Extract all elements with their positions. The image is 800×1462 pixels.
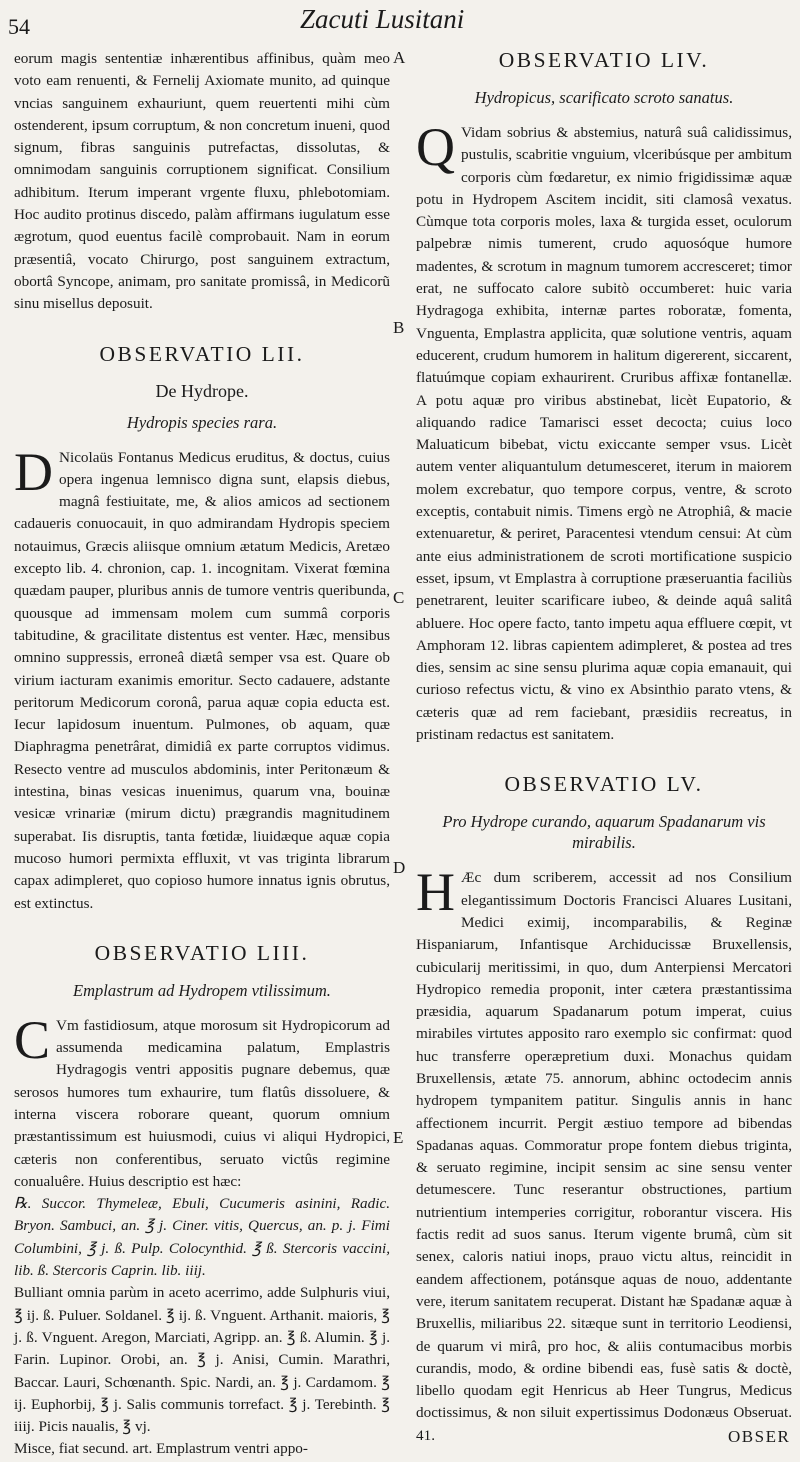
recipe-block	[14, 1193, 390, 1461]
right-column	[416, 48, 792, 1447]
continuation-paragraph: eorum magis sententiæ inhærentibus affinibus, quàm meo voto eam renuenti, & Fernelij Axiomate munito, ad quinque vncias sanguinem exhauriunt, quem reuertenti mihi cùm ostenderent, ipsum corruptum, & non concretum inueni, quod signum, fibras sanguinis putrefactas, dissolutas, & omnimodam sanguinis corruptionem significat. Consilium adhibitum. Iterum imperant vrgente fluxu, phlebotomiam. Hoc audito protinus discedo, palàm affirmans iugulatum esse ægrotum, quod euentus facilè comprobauit. Nam in eorum præsentiâ, vocato Chirurgo, post sanguinem extractum, obortâ Syncope, animam, pro sanitate promissâ, in Medicorũ sinu misellus deposuit.	[14, 50, 390, 313]
recipe-ingredients: ℞. Succor. Thymeleæ, Ebuli, Cucumeris asinini, Radic. Bryon. Sambuci, an. ℥ j. Ciner. vitis, Quercus, an. p. j. Fimi Columbini, ℥ j. ß. Pulp. Colocynthid. ℥ ß. Stercoris vaccini, lib. ß. Stercoris Caprin. lib. iiij.	[14, 1195, 390, 1280]
margin-letter-a: A	[393, 48, 406, 67]
margin-letter-c: C	[393, 588, 405, 607]
observation-55-text: Æc dum scriberem, accessit ad nos Consilium elegantissimum Doctoris Francisci Aluares Lusitani, Medici eximij, incomparabilis, & Reginæ Hispaniarum, Infantisque Archiducissæ Bruxellensis, cubicularij meritissimi, in quo, dum Anterpiensi Mercatori Hydropico remedia proponit, inter cætera præstantissima præsidia, aquarum Spadanarum potum imperat, cuius mirabiles virtutes apposito raro exemplo sic confirmat: quod huc transferre operæpretium duxi. Monachus quidam Bruxellensis, ætate 75. annorum, abhinc octodecim annis hydropem tympanitem patitur. Singulis annis in hanc affectionem incurrit. Pergit æstiuo tempore ad bibendas Spadanas aquas. Commoratur prope fontem diebus triginta, & seruato regimine, incipit sensim ac sine sensu venter detumescere. Tunc reserantur obstructiones, partium nutrientium intemperies corrigitur, roborantur viscera. His factis redit ad suos sanus. Iterum vigente brumâ, cùm sit senex, caloris natiui inops, prauo victu altus, reincidit in eandem affectionem, potánsque aquas de nouo, addentante vere, iterum sanitatem recuperat. Distant hæ Spadanæ aquæ à Bruxellis, miliaribus 22. sitæque sunt in territorio Leodiensi, de quarum vi mirâ, pro hoc, & aliis contumacibus morbis curandis, modo, & ordine bibendi eas, fusè satis & doctè, libello quodam egit Henricus ab Heer Tungrus, Medicus doctissimus, & non siluit expertissimus Dodonæus Obseruat. 41.	[416, 869, 792, 1444]
observation-52-subtitle: Hydropis species rara.	[126, 412, 278, 432]
running-title: Zacuti Lusitani	[300, 4, 465, 34]
catchword: OBSER	[728, 1427, 791, 1446]
observation-52-heading: OBSERVATIO LII.	[99, 341, 305, 366]
recipe-preparation: Bulliant omnia parùm in aceto acerrimo, adde Sulphuris viui, ℥ ij. ß. Puluer. Soldanel. ℥ ij. ß. Vnguent. Arthanit. maioris, ℥ j. ß. Vnguent. Aregon, Marciati, Agripp. an. ℥ ß. Alumin. ℥ j. Farin. Lupinor. Orobi, an. ℥ j. Anisi, Cumin. Marathri, Baccar. Lauri, Schœnanth. Spic. Nardi, an. ℥ j. Cardamom. ℥ ij. Euphorbij, ℥ j. Salis communis torrefact. ℥ j. Terebinth. ℥ iiij. Picis naualis, ℥ vj.	[14, 1284, 390, 1436]
observation-55-subtitle: Pro Hydrope curando, aquarum Spadanarum vis mirabilis.	[442, 812, 766, 853]
left-column	[14, 48, 390, 1461]
page-number: 54	[8, 14, 30, 39]
observation-53-heading: OBSERVATIO LIII.	[94, 940, 310, 965]
observation-53-body	[14, 1009, 390, 1193]
observation-53-text: Vm fastidiosum, atque morosum sit Hydropicorum ad assumenda medicamina palatum, Emplastris Hydragogis ventri appositis pugnare debemus, quæ serosos humores tum exhaurire, tum flatûs dissoluere, & interna viscera roborare queant, quorum omnium præstantissimum est huiusmodi, cuius vi aliqui Hydropici, cæteris non conferentibus, seruato victûs regimine conualuêre. Huius descriptio est hæc:	[14, 1016, 390, 1190]
recipe-final-line: Misce, fiat secund. art. Emplastrum ventri appo-	[14, 1440, 308, 1458]
margin-letter-e: E	[393, 1128, 404, 1147]
observation-55-body	[416, 862, 792, 1447]
margin-letter-b: B	[393, 318, 405, 337]
observation-54-subtitle: Hydropicus, scarificato scroto sanatus.	[474, 88, 734, 107]
observation-52-body	[14, 441, 390, 915]
observation-52-text: Nicolaüs Fontanus Medicus eruditus, & doctus, cuius opera ingenua lemnisco digna sunt, elapsis diebus, magnâ festiuitate, me, & alios amicos ad sectionem cadaueris conuocauit, in quo admirandam Hydropis speciem notauimus, Græcis aliisque omnium ætatum Medicis, Aretæo excepto lib. 4. chronion, cap. 1. incognitam. Vixerat fœmina quædam pauper, pluribus annis de tumore ventris queribunda, quousque ad immensam molem cum summâ corporis tabitudine, & gracilitate distentus est venter. Hæc, mensibus omnino suppressis, erroneâ diætâ semper vsa est. Quare ob virium iacturam exanimis emoritur. Secto cadauere, adstante peritorum Medicorum coronâ, parua aquæ copia educta est. Iecur lapidosum inuentum. Pulmones, ob aquam, quæ Diaphragma penetrârat, dimidiâ ex parte corruptos vidimus. Resecto ventre ad musculos abdominis, inter Peritonæum & intestina, binas vesicas inuenimus, quarum vna, bouinæ vesicæ vrinariæ (mirum dictu) prægrandis magnitudinem superabat. Iis disruptis, tanta fœtidæ, liuidæque aquæ copia mucoso humori permixta effluxit, vt vas triginta librarum capax adimpleret, quo copioso humore innatus ignis obrutus, est extinctus.	[14, 448, 390, 912]
drop-cap-q: Q	[416, 117, 455, 177]
observation-54-heading: OBSERVATIO LIV.	[498, 48, 710, 72]
observation-52-subheading: De Hydrope.	[155, 380, 249, 401]
drop-cap-h: H	[416, 862, 455, 923]
drop-cap-c: C	[14, 1009, 51, 1070]
observation-53-subtitle: Emplastrum ad Hydropem vtilissimum.	[73, 980, 331, 1000]
observation-55-heading: OBSERVATIO LV.	[504, 772, 704, 797]
observation-54-text: Vidam sobrius & abstemius, naturâ suâ calidissimus, pustulis, scabritie vnguium, vlceribúsque per ambitum corporis cùm fœdaretur, ex nimio frigidissimæ aquæ potu in Hydropem Ascitem incidit, siti clamosâ vexatus. Cùmque tota corporis moles, laxa & turgida esset, oculorum palpebræ nimis tumerent, crudo aquosóque humore madentes, & scrotum in magnum tumorem accresceret; timor erat, ne suffocato calore subitò occumberet: huic varia Hydragoga exhibita, internæ partes roboratæ, fomenta, Vnguenta, Emplastra applicita, quæ solutione ventris, aquam educerent, crudum humorem in halitum digererent, siccarent, flatuúmque copiam exhaurirent. Cruribus affixæ fontanellæ. A potu aquæ pro viribus abstinebat, licèt Eupatorio, & aliquando radice Tamarisci esset decocta; cuius loco Maluaticum bibebat, victu exiccante semper vsus. Licèt autem venter aliquantulum detumesceret, iterum in maiorem molem excrebatur, quo tempore corpus, ventre, & scroto exceptis, contabuit nimis. Timens ergò ne Atrophiâ, & macie extenuaretur, & periret, Paracentesi vtendum censui: At cùm ante eius administrationem de scroti mortificatione suspicio esset, ipsum, vt Emplastra à corruptione præseruantia faciliùs penetrarent, leuiter scarificare iubeo, & deinde aquâ salitâ abluere. Hoc opere facto, tanto impetu aqua effluere cœpit, vt Amphoram 12. libras capientem adimpleret, & postea ad tres dies, sensim ac sine sensu plurima aquæ copia emanauit, qui curioso refectus victu, & vino ex Absinthio parato vtens, & cæteris quæ ad rem faciebant, præsidiis recreatus, in pristinam redactus est sanitatem.	[416, 124, 792, 744]
margin-letter-d: D	[393, 858, 406, 877]
drop-cap-d: D	[14, 441, 53, 502]
observation-54-body	[416, 117, 792, 746]
